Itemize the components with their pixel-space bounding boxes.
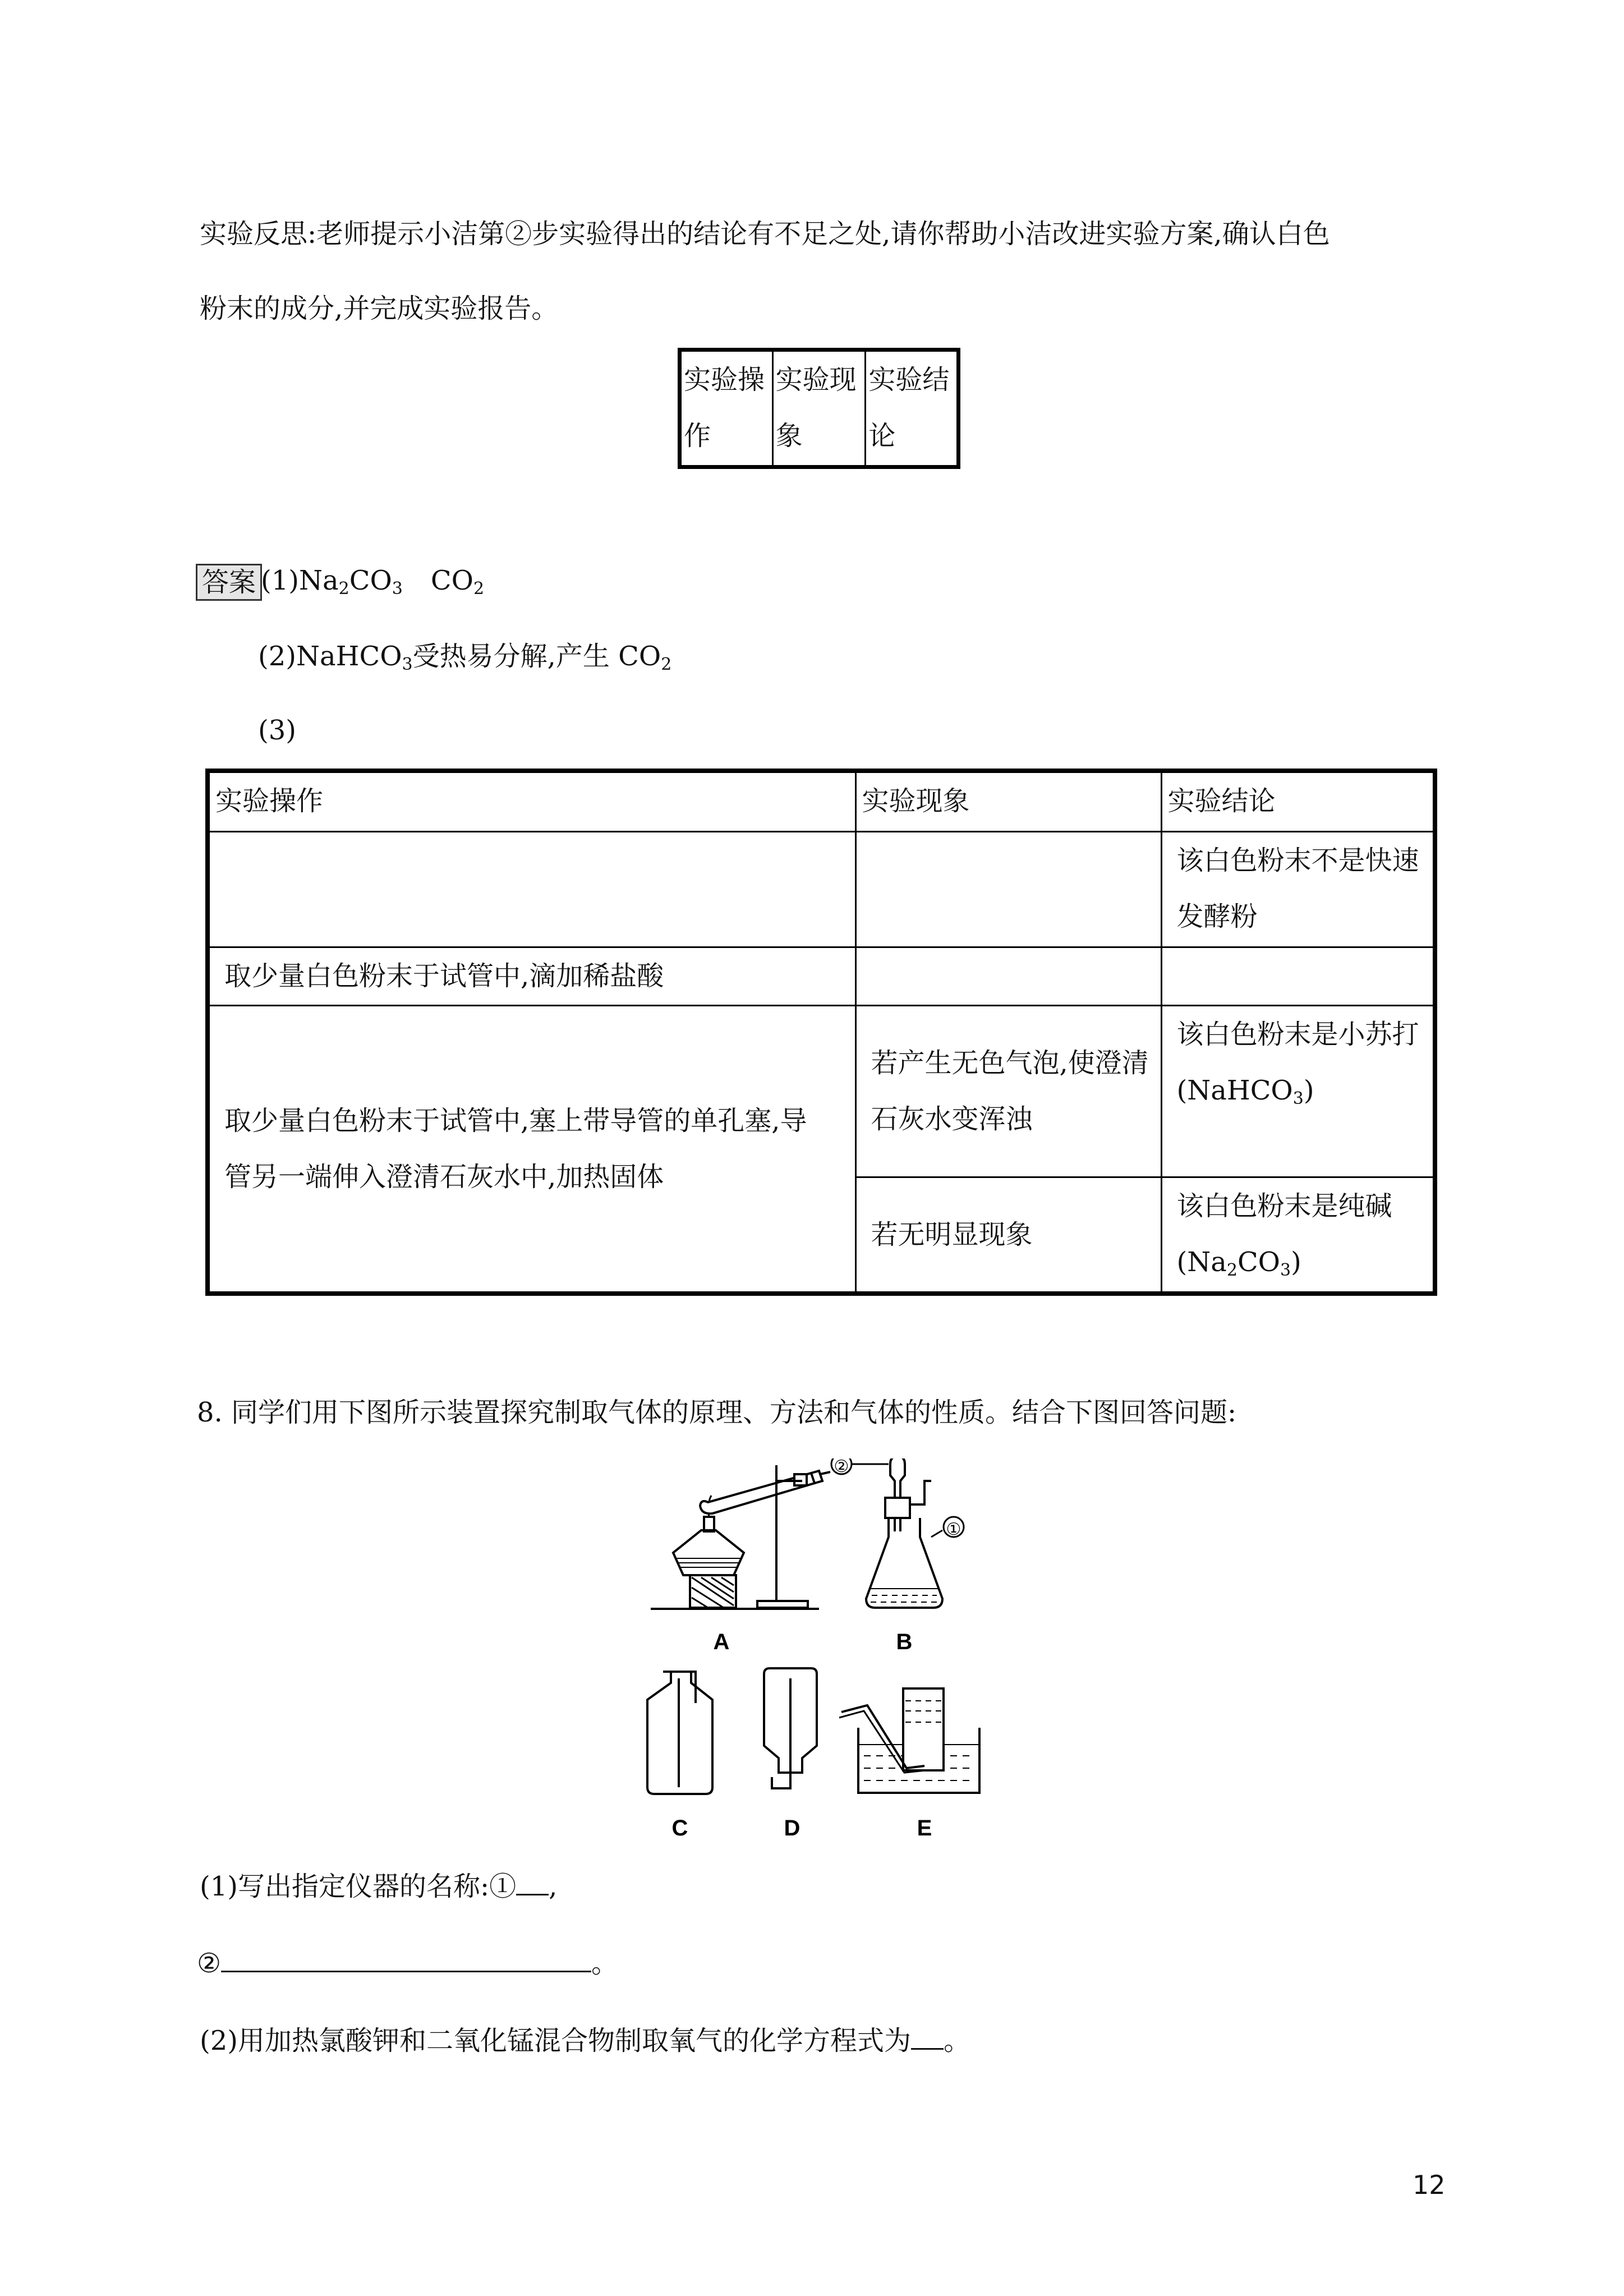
q1-suffix: , [549,1871,558,1902]
answer-part-2 [258,639,671,673]
label-a: A [713,1630,730,1654]
answer-blank-1[interactable] [516,1867,549,1895]
q2-suffix: 。 [944,2025,971,2056]
table-cell-operation-3: 取少量白色粉末于试管中,塞上带导管的单孔塞,导管另一端伸入澄清石灰水中,加热固体 [208,1005,855,1294]
label-c: C [671,1816,688,1841]
conclusion-3b-formula: CO [1237,1246,1281,1278]
answer-label: 答案 [196,564,262,601]
answer-blank-3[interactable] [911,2021,944,2050]
reflection-line-1: 实验反思:老师提示小洁第②步实验得出的结论有不足之处,请你帮助小洁改进实验方案,确认白色 [200,218,1330,250]
conclusion-3b-end: ) [1291,1246,1301,1278]
apparatus-d-drawing [764,1668,817,1788]
table-cell-phenomenon-3b: 若无明显现象 [855,1177,1161,1294]
question-8-stem: 8. 同学们用下图所示装置探究制取气体的原理、方法和气体的性质。结合下图回答问题: [197,1397,1237,1428]
answer-part-2-text: 受热易分解,产生 CO [412,641,661,672]
q1-line2-prefix: ② [197,1948,222,1979]
apparatus-figure [617,1458,1010,1846]
apparatus-e-drawing [839,1688,979,1793]
label-b: B [896,1630,913,1654]
question-8-part-2 [200,2021,970,2058]
q1-line2-suffix: 。 [591,1948,619,1979]
table-cell-phenomenon-3a: 若产生无色气泡,使澄清石灰水变浑浊 [855,1005,1161,1177]
small-table-header-phenomenon: 实验现象 [772,350,866,467]
table-header-phenomenon: 实验现象 [855,771,1161,831]
table-cell-empty [855,831,1161,947]
answer-part-3: (3) [258,715,296,746]
table-cell-conclusion-3a [1161,1005,1435,1177]
answer-sub: 3 [402,655,413,674]
conclusion-3a-end: ) [1303,1074,1314,1106]
table-cell-operation-2: 取少量白色粉末于试管中,滴加稀盐酸 [208,947,855,1005]
q1-prefix: (1)写出指定仪器的名称:① [200,1871,517,1902]
conclusion-3b-text: 该白色粉末是纯碱 [1176,1190,1392,1222]
answer-part-1-prefix: (1) [261,565,299,596]
conclusion-3b-formula: (Na [1176,1246,1227,1278]
apparatus-c-drawing [647,1672,712,1794]
reflection-line-2: 粉末的成分,并完成实验报告。 [200,293,559,324]
answer-sub: 2 [661,655,672,674]
table-cell-conclusion-1: 该白色粉末不是快速发酵粉 [1161,831,1435,947]
label-e: E [917,1816,932,1841]
report-table-blank [678,348,960,469]
marker-1: ① [946,1520,961,1539]
formula-sub: 3 [1292,1088,1304,1108]
answer-sub: 2 [338,579,349,599]
page-number: 12 [1413,2170,1446,2200]
table-cell-empty [208,831,855,947]
answer-sub: 3 [392,579,403,599]
question-8-part-1 [200,1867,557,1903]
formula-sub: 2 [1226,1260,1237,1280]
table-header-operation: 实验操作 [208,771,855,831]
table-header-conclusion: 实验结论 [1161,771,1435,831]
answer-part-2-formula: (2)NaHCO [258,641,402,672]
apparatus-b-drawing [831,1458,964,1608]
table-cell-empty [855,947,1161,1005]
answer-formula-co: CO [349,565,392,596]
conclusion-3a-text: 该白色粉末是小苏打 [1176,1018,1419,1050]
answer-formula-co2: CO [430,565,473,596]
label-d: D [784,1816,801,1841]
question-8-part-1-line-2 [197,1944,618,1980]
q2-prefix: (2)用加热氯酸钾和二氧化锰混合物制取氧气的化学方程式为 [200,2025,911,2056]
answer-part-1 [261,564,484,597]
small-table-header-conclusion: 实验结论 [866,350,959,467]
marker-2: ② [834,1458,849,1476]
answer-sub: 2 [473,579,485,599]
apparatus-a-drawing [651,1465,830,1609]
answer-blank-2[interactable] [221,1944,591,1972]
answer-table [205,769,1437,1296]
conclusion-3a-formula: (NaHCO [1176,1074,1293,1106]
answer-formula-na: Na [299,565,339,596]
table-cell-empty [1161,947,1435,1005]
small-table-header-operation: 实验操作 [680,350,773,467]
formula-sub: 3 [1280,1260,1291,1280]
table-cell-conclusion-3b [1161,1177,1435,1294]
